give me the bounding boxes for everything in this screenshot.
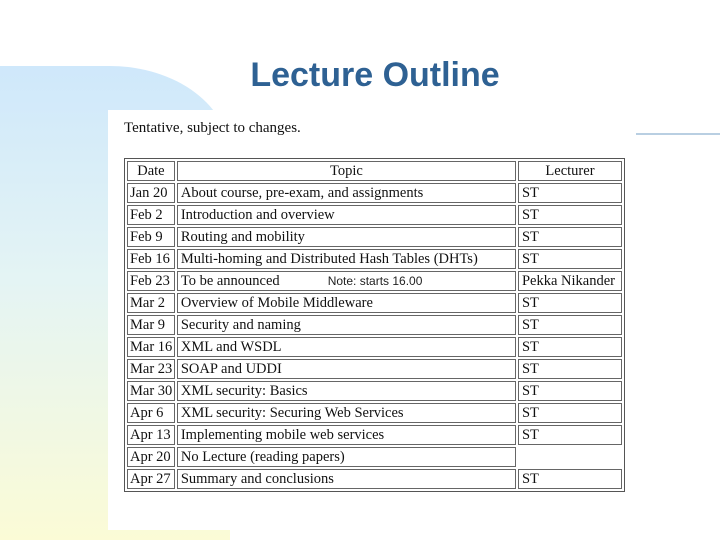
cell-date: Mar 16 — [127, 337, 175, 357]
cell-topic — [177, 205, 516, 225]
cell-topic — [177, 425, 516, 445]
cell-topic — [177, 447, 516, 467]
topic-text: To be announced — [180, 272, 280, 289]
page-title: Lecture Outline — [250, 56, 500, 94]
table-row — [127, 425, 622, 445]
topic-text: Overview of Mobile Middleware — [180, 294, 373, 311]
cell-lecturer: ST — [518, 381, 622, 401]
cell-lecturer: ST — [518, 205, 622, 225]
table-row — [127, 381, 622, 401]
cell-topic — [177, 183, 516, 203]
cell-lecturer: ST — [518, 469, 622, 489]
topic-text: About course, pre-exam, and assignments — [180, 184, 424, 201]
cell-topic — [177, 271, 516, 291]
cell-topic — [177, 249, 516, 269]
cell-lecturer: ST — [518, 249, 622, 269]
topic-text: Summary and conclusions — [180, 470, 334, 487]
subtitle: Tentative, subject to changes. — [124, 120, 301, 136]
cell-topic — [177, 469, 516, 489]
topic-text: Implementing mobile web services — [180, 426, 385, 443]
topic-text: No Lecture (reading papers) — [180, 448, 345, 465]
cell-date: Mar 23 — [127, 359, 175, 379]
cell-date: Mar 9 — [127, 315, 175, 335]
cell-date: Jan 20 — [127, 183, 175, 203]
table-row — [127, 469, 622, 489]
cell-topic — [177, 227, 516, 247]
cell-topic — [177, 337, 516, 357]
table-row — [127, 337, 622, 357]
cell-lecturer: ST — [518, 315, 622, 335]
cell-lecturer: ST — [518, 359, 622, 379]
cell-lecturer: ST — [518, 403, 622, 423]
header-date: Date — [127, 161, 175, 181]
cell-lecturer: ST — [518, 227, 622, 247]
table-row — [127, 359, 622, 379]
cell-topic — [177, 293, 516, 313]
cell-date: Apr 20 — [127, 447, 175, 467]
topic-text: XML and WSDL — [180, 338, 282, 355]
cell-lecturer: ST — [518, 425, 622, 445]
cell-lecturer: ST — [518, 293, 622, 313]
table-row — [127, 271, 622, 291]
cell-date: Feb 2 — [127, 205, 175, 225]
table-header-row — [127, 161, 622, 181]
cell-topic — [177, 381, 516, 401]
table-row — [127, 183, 622, 203]
topic-note: Note: starts 16.00 — [327, 273, 423, 288]
table-row — [127, 205, 622, 225]
table-row — [127, 227, 622, 247]
table-row — [127, 249, 622, 269]
cell-date: Mar 2 — [127, 293, 175, 313]
table-row — [127, 315, 622, 335]
cell-date: Mar 30 — [127, 381, 175, 401]
title-rule — [636, 133, 720, 135]
schedule-table — [124, 158, 625, 492]
cell-lecturer: ST — [518, 337, 622, 357]
table-row — [127, 403, 622, 423]
cell-lecturer — [518, 447, 622, 467]
cell-lecturer: ST — [518, 183, 622, 203]
cell-topic — [177, 359, 516, 379]
cell-date: Feb 16 — [127, 249, 175, 269]
cell-topic — [177, 403, 516, 423]
table-row — [127, 293, 622, 313]
cell-date: Apr 13 — [127, 425, 175, 445]
topic-text: XML security: Securing Web Services — [180, 404, 404, 421]
topic-text: XML security: Basics — [180, 382, 308, 399]
cell-lecturer: Pekka Nikander — [518, 271, 622, 291]
topic-text: Introduction and overview — [180, 206, 335, 223]
topic-text: Security and naming — [180, 316, 301, 333]
topic-text: SOAP and UDDI — [180, 360, 282, 377]
cell-date: Feb 23 — [127, 271, 175, 291]
topic-text: Multi-homing and Distributed Hash Tables (DHTs) — [180, 250, 478, 267]
cell-date: Apr 6 — [127, 403, 175, 423]
cell-date: Apr 27 — [127, 469, 175, 489]
header-topic: Topic — [177, 161, 516, 181]
table-row — [127, 447, 622, 467]
header-lecturer: Lecturer — [518, 161, 622, 181]
cell-date: Feb 9 — [127, 227, 175, 247]
topic-text: Routing and mobility — [180, 228, 305, 245]
cell-topic — [177, 315, 516, 335]
